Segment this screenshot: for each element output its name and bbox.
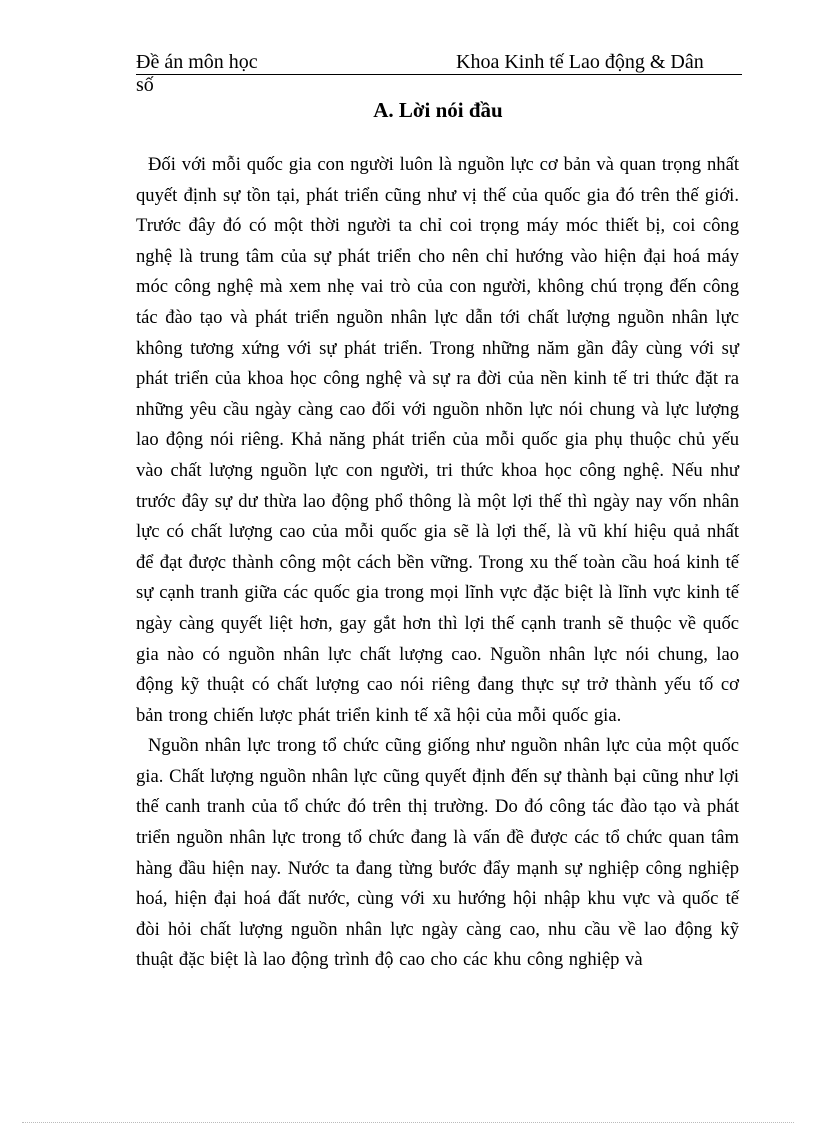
- document-body: [136, 150, 739, 976]
- header-right-text: Khoa Kinh tế Lao động & Dân: [456, 51, 704, 73]
- section-title: A. Lời nói đầu: [373, 98, 503, 122]
- paragraph-2: Nguồn nhân lực trong tổ chức cũng giống như nguồn nhân lực của một quốc gia. Chất lượng nguồn nhân lực cũng quyết định đến sự thành bại cũng như lợi thế canh tranh của tổ chức đó trên thị trường. Do đó công tác đào tạo và phát triển nguồn nhân lực trong tổ chức đang là vấn đề được các tổ chức quan tâm hàng đầu hiện nay. Nước ta đang từng bước đẩy mạnh sự nghiệp công nghiệp hoá, hiện đại hoá đất nước, cùng với xu hướng hội nhập khu vực và quốc tế đòi hỏi chất lượng nguồn nhân lực ngày càng cao, nhu cầu về lao động kỹ thuật đặc biệt là lao động trình độ cao cho các khu công nghiệp và: [136, 735, 739, 971]
- paragraph-1: Đối với mỗi quốc gia con người luôn là nguồn lực cơ bản và quan trọng nhất quyết định sự tồn tại, phát triển cũng như vị thế của quốc gia đó trên thế giới. Trước đây đó có một thời người ta chỉ coi trọng máy móc thiết bị, coi công nghệ là trung tâm của sự phát triển cho nên chỉ hướng vào hiện đại hoá máy móc công nghệ mà xem nhẹ vai trò của con người, không chú trọng đến công tác đào tạo và phát triển nguồn nhân lực dẫn tới chất lượng nguồn nhân lực không tương xứng với sự phát triển. Trong những năm gần đây cùng với sự phát triển của khoa học công nghệ và sự ra đời của nền kinh tế tri thức đặt ra những yêu cầu ngày càng cao đối với nguồn nhõn lực nói chung và lực lượng lao động nói riêng. Khả năng phát triển của mỗi quốc gia phụ thuộc chủ yếu vào chất lượng nguồn lực con người, tri thức khoa học công nghệ. Nếu như trước đây sự dư thừa lao động phổ thông là một lợi thế thì ngày nay vốn nhân lực có chất lượng cao của mỗi quốc gia sẽ là lợi thế, là vũ khí hiệu quả nhất để đạt được thành công một cách bền vững. Trong xu thế toàn cầu hoá kinh tế sự cạnh tranh giữa các quốc gia trong mọi lĩnh vực đặc biệt là lĩnh vực kinh tế ngày càng quyết liệt hơn, gay gắt hơn thì lợi thế cạnh tranh sẽ thuộc về quốc gia nào có nguồn nhân lực chất lượng cao. Nguồn nhân lực nói chung, lao động kỹ thuật có chất lượng cao nói riêng đang thực sự trở thành yếu tố cơ bản trong chiến lược phát triển kinh tế xã hội của mỗi quốc gia.: [136, 154, 739, 726]
- header-continuation-text: số: [136, 74, 154, 96]
- header-left-text: Đề án môn học: [136, 51, 258, 73]
- page-header: [136, 50, 742, 96]
- header-rule: [136, 50, 742, 75]
